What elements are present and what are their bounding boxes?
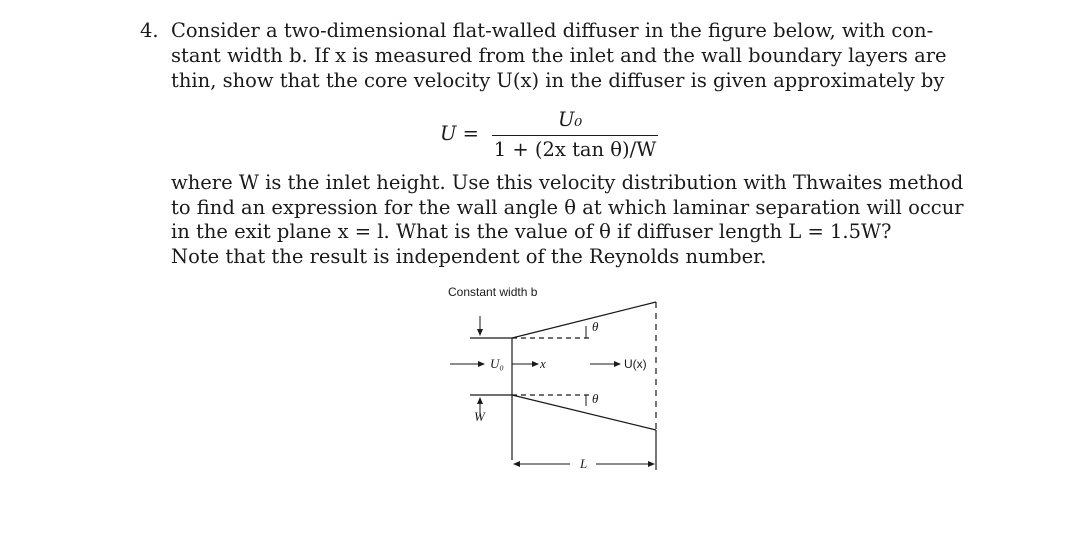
- equation-denominator: 1 + (2x tan θ)/W: [493, 138, 657, 161]
- velocity-equation: [440, 108, 670, 162]
- inlet-velocity-label: U₀: [490, 356, 504, 371]
- angle-label-top: θ: [592, 319, 599, 334]
- core-velocity-label: U(x): [624, 357, 647, 371]
- equation-numerator: U₀: [558, 108, 583, 131]
- problem-statement: [140, 18, 947, 93]
- inlet-height-label: W: [474, 409, 485, 424]
- diffuser-figure: [430, 280, 690, 480]
- intro-line-1: 4. Consider a two-dimensional flat-walled diffuser in the figure below, with con-: [140, 19, 934, 42]
- equation-lhs: U =: [440, 122, 479, 145]
- body-line-2: to find an expression for the wall angle θ at which laminar separation will occur: [171, 195, 964, 219]
- intro-line-2: stant width b. If x is measured from the inlet and the wall boundary layers are: [171, 44, 947, 67]
- figure-caption: Constant width b: [448, 285, 538, 299]
- angle-label-bottom: θ: [592, 391, 599, 406]
- body-line-3: in the exit plane x = l. What is the value of θ if diffuser length L = 1.5W?: [171, 220, 892, 243]
- problem-number: 4.: [140, 19, 159, 42]
- x-label: x: [540, 356, 546, 371]
- fraction-bar: [492, 135, 658, 136]
- problem-body: [171, 171, 964, 269]
- diffuser-walls: [470, 302, 656, 470]
- intro-line-3: thin, show that the core velocity U(x) in the diffuser is given approximately by: [171, 69, 945, 92]
- body-line-4: Note that the result is independent of the Reynolds number.: [171, 244, 767, 268]
- length-label: L: [580, 456, 588, 471]
- body-line-1: where W is the inlet height. Use this velocity distribution with Thwaites method: [171, 171, 964, 194]
